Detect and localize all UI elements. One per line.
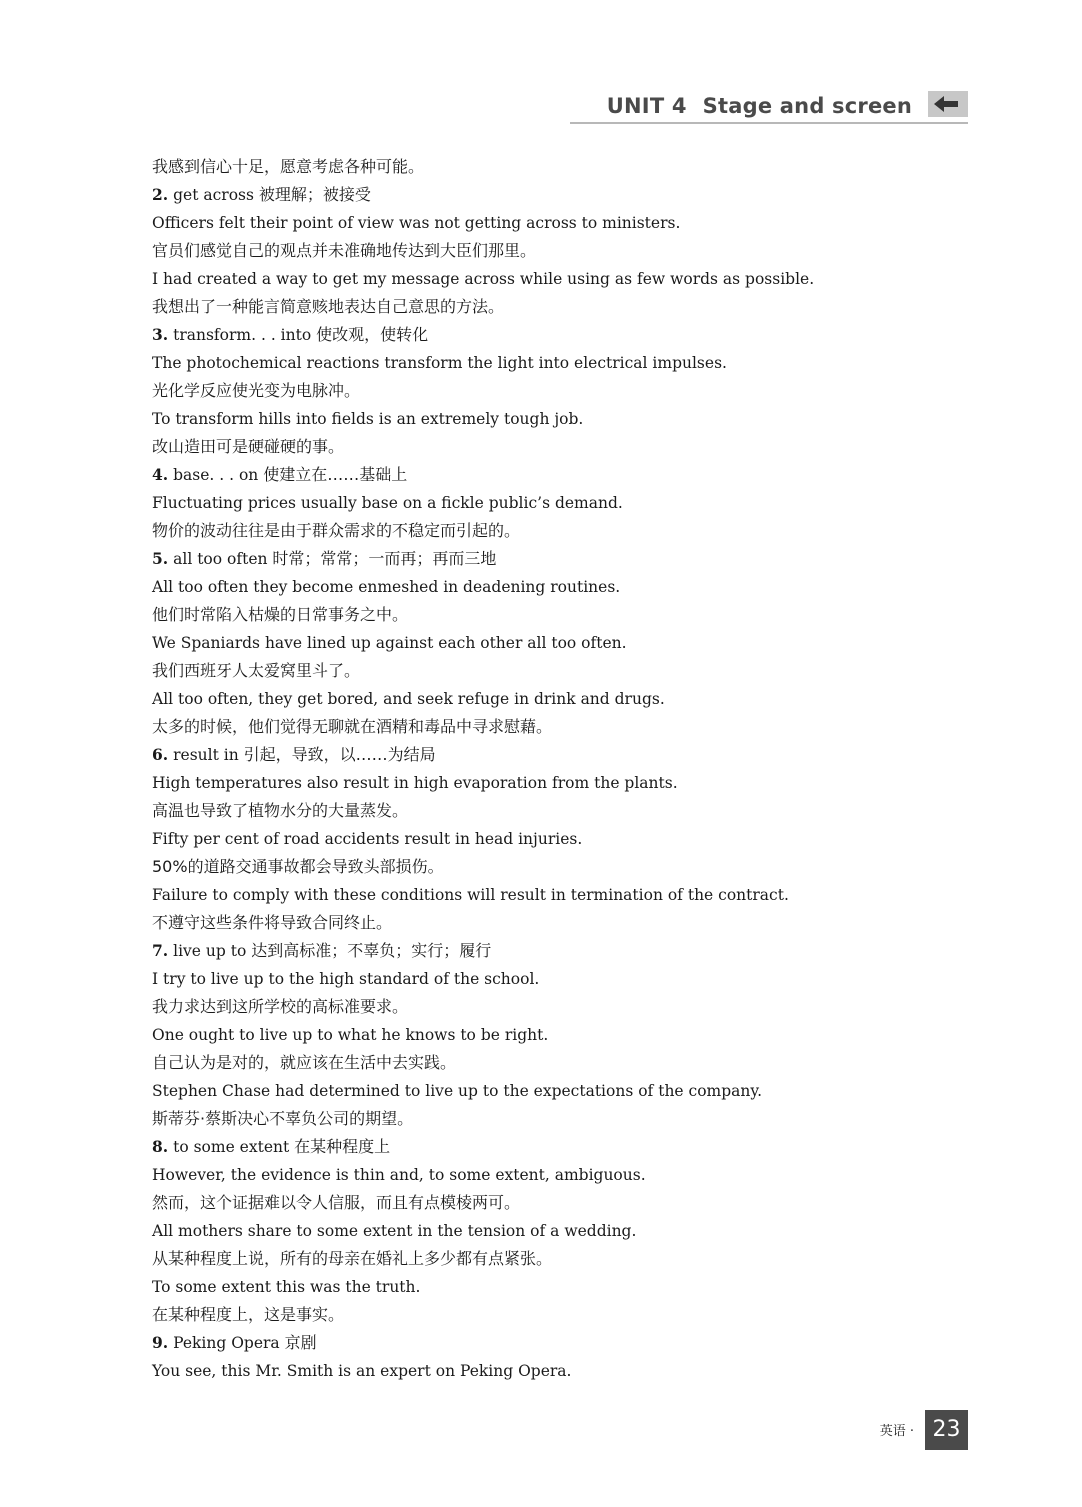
- phrase-heading: [152, 461, 932, 489]
- phrase-number: 9.: [152, 1333, 169, 1352]
- example-sentence: Stephen Chase had determined to live up to the expectations of the company.: [152, 1082, 763, 1100]
- phrase-english: transform. . . into: [168, 326, 317, 344]
- example-sentence: All mothers share to some extent in the tension of a wedding.: [152, 1222, 637, 1240]
- phrase-meaning: 在某种程度上: [294, 1137, 391, 1156]
- example-sentence: High temperatures also result in high evaporation from the plants.: [152, 774, 678, 792]
- example-sentence: However, the evidence is thin and, to some extent, ambiguous.: [152, 1166, 646, 1184]
- phrase-heading: [152, 741, 932, 769]
- phrase-meaning: 被理解；被接受: [258, 185, 371, 204]
- phrase-meaning: 引起，导致，以……为结局: [243, 745, 436, 764]
- example-sentence: Officers felt their point of view was not getting across to ministers.: [152, 214, 681, 232]
- example-sentence: You see, this Mr. Smith is an expert on Peking Opera.: [152, 1362, 572, 1380]
- example-sentence: Failure to comply with these conditions will result in termination of the contract.: [152, 886, 789, 904]
- translation-sentence: 自己认为是对的，就应该在生活中去实践。: [152, 1053, 457, 1072]
- phrase-english: base. . . on: [168, 466, 264, 484]
- unit-label: UNIT 4: [606, 94, 687, 118]
- phrase-heading: [152, 321, 932, 349]
- phrase-meaning: 京剧: [284, 1333, 317, 1352]
- phrase-heading: [152, 181, 932, 209]
- page-header: [570, 86, 968, 124]
- document-body: [152, 153, 932, 1385]
- phrase-heading: [152, 937, 932, 965]
- example-sentence: All too often, they get bored, and seek refuge in drink and drugs.: [152, 690, 665, 708]
- phrase-number: 2.: [152, 185, 169, 204]
- phrase-english: result in: [168, 746, 244, 764]
- example-sentence: One ought to live up to what he knows to be right.: [152, 1026, 549, 1044]
- example-sentence: I try to live up to the high standard of the school.: [152, 970, 540, 988]
- translation-sentence: 物价的波动往往是由于群众需求的不稳定而引起的。: [152, 521, 521, 540]
- subject-label: 英语 ·: [879, 1424, 914, 1439]
- translation-sentence: 从某种程度上说，所有的母亲在婚礼上多少都有点紧张。: [152, 1249, 553, 1268]
- translation-sentence: 斯蒂芬·蔡斯决心不辜负公司的期望。: [152, 1109, 414, 1128]
- example-sentence: We Spaniards have lined up against each other all too often.: [152, 634, 627, 652]
- phrase-english: Peking Opera: [168, 1334, 285, 1352]
- phrase-number: 5.: [152, 549, 169, 568]
- header-title: [607, 94, 912, 118]
- translation-sentence: 我想出了一种能言简意赅地表达自己意思的方法。: [152, 297, 505, 316]
- unit-title: Stage and screen: [702, 94, 912, 118]
- translation-sentence: 我力求达到这所学校的高标准要求。: [152, 997, 409, 1016]
- translation-sentence: 然而，这个证据难以令人信服，而且有点模棱两可。: [152, 1193, 521, 1212]
- phrase-number: 7.: [152, 941, 169, 960]
- example-sentence: I had created a way to get my message across while using as few words as possible.: [152, 270, 815, 288]
- example-sentence: Fluctuating prices usually base on a fickle public’s demand.: [152, 494, 623, 512]
- phrase-meaning: 达到高标准；不辜负；实行；履行: [251, 941, 492, 960]
- phrase-english: live up to: [168, 942, 252, 960]
- phrase-number: 8.: [152, 1137, 169, 1156]
- translation-sentence: 在某种程度上，这是事实。: [152, 1305, 345, 1324]
- translation-sentence: 他们时常陷入枯燥的日常事务之中。: [152, 605, 409, 624]
- phrase-heading: [152, 1133, 932, 1161]
- phrase-number: 6.: [152, 745, 169, 764]
- phrase-english: to some extent: [168, 1138, 295, 1156]
- example-sentence: The photochemical reactions transform the light into electrical impulses.: [152, 354, 727, 372]
- example-sentence: Fifty per cent of road accidents result in head injuries.: [152, 830, 583, 848]
- phrase-meaning: 时常；常常；一而再；再而三地: [272, 549, 497, 568]
- translation-sentence: 高温也导致了植物水分的大量蒸发。: [152, 801, 409, 820]
- phrase-english: get across: [168, 186, 259, 204]
- phrase-heading: [152, 1329, 932, 1357]
- phrase-number: 3.: [152, 325, 169, 344]
- translation-sentence: 我感到信心十足，愿意考虑各种可能。: [152, 157, 425, 176]
- phrase-english: all too often: [168, 550, 273, 568]
- page-number: 23: [925, 1410, 968, 1450]
- phrase-meaning: 使建立在……基础上: [263, 465, 408, 484]
- translation-sentence: 50%的道路交通事故都会导致头部损伤。: [152, 857, 444, 876]
- translation-sentence: 光化学反应使光变为电脉冲。: [152, 381, 361, 400]
- translation-sentence: 不遵守这些条件将导致合同终止。: [152, 913, 393, 932]
- translation-sentence: 改山造田可是硬碰硬的事。: [152, 437, 345, 456]
- example-sentence: All too often they become enmeshed in deadening routines.: [152, 578, 621, 596]
- phrase-meaning: 使改观，使转化: [316, 325, 429, 344]
- example-sentence: To transform hills into fields is an extremely tough job.: [152, 410, 584, 428]
- translation-sentence: 我们西班牙人太爱窝里斗了。: [152, 661, 361, 680]
- example-sentence: To some extent this was the truth.: [152, 1278, 421, 1296]
- phrase-heading: [152, 545, 932, 573]
- left-arrow-icon: [928, 91, 968, 117]
- translation-sentence: 官员们感觉自己的观点并未准确地传达到大臣们那里。: [152, 241, 537, 260]
- phrase-number: 4.: [152, 465, 169, 484]
- translation-sentence: 太多的时候，他们觉得无聊就在酒精和毒品中寻求慰藉。: [152, 717, 553, 736]
